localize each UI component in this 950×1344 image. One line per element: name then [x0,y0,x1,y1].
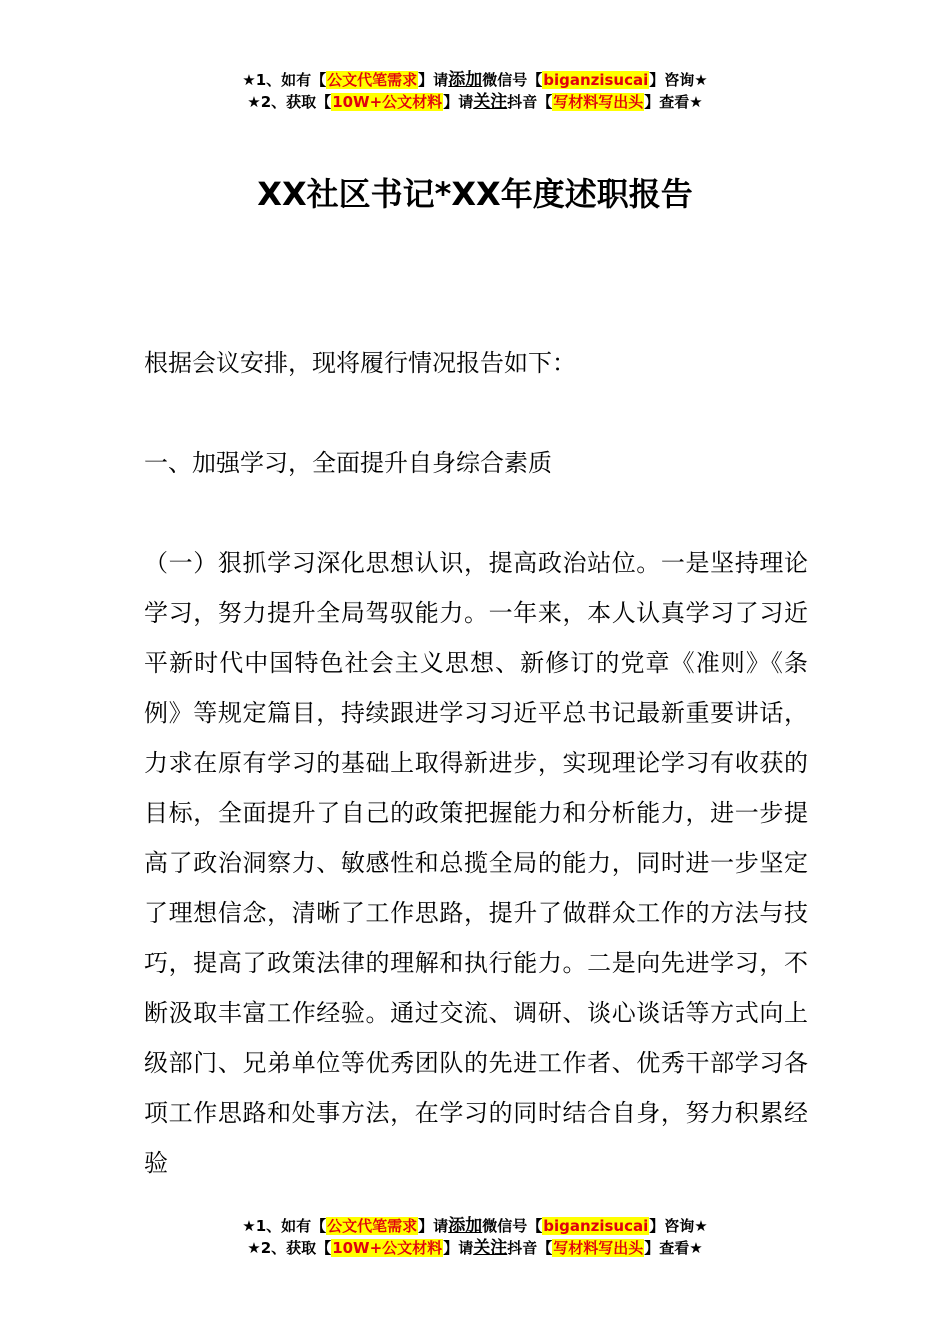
highlight-materials: 10W+公文材料 [332,93,443,111]
banner-line-1: ★1、如有【公文代笔需求】请添加微信号【biganzisucai】咨询★ [242,70,708,90]
banner-line-2: ★2、获取【10W+公文材料】请关注抖音【写材料写出头】查看★ [247,92,703,112]
footer-highlight-wechat-id: biganzisucai [543,1217,649,1235]
footer-emphasis-follow: 关注 [473,1238,508,1258]
highlight-wechat-id: biganzisucai [543,71,649,89]
footer-highlight-douyin-account: 写材料写出头 [553,1239,644,1257]
document-title: XX社区书记*XX年度述职报告 [257,175,693,214]
footer-highlight-materials: 10W+公文材料 [332,1239,443,1257]
header-banner [0,69,950,113]
footer-line-1: ★1、如有【公文代笔需求】请添加微信号【biganzisucai】咨询★ [242,1216,708,1236]
footer-banner [0,1215,950,1259]
highlight-service: 公文代笔需求 [327,71,418,89]
body-paragraph: （一）狠抓学习深化思想认识，提高政治站位。一是坚持理论学习，努力提升全局驾驭能力。一年来，本人认真学习了习近平新时代中国特色社会主义思想、新修订的党章《准则》《条例》等规定篇目，持续跟进学习习近平总书记最新重要讲话，力求在原有学习的基础上取得新进步，实现理论学习有收获的目标，全面提升了自己的政策把握能力和分析能力，进一步提高了政治洞察力、敏感性和总揽全局的能力，同时进一步坚定了理想信念，清晰了工作思路，提升了做群众工作的方法与技巧，提高了政策法律的理解和执行能力。二是向先进学习，不断汲取丰富工作经验。通过交流、调研、谈心谈话等方式向上级部门、兄弟单位等优秀团队的先进工作者、优秀干部学习各项工作思路和处事方法，在学习的同时结合自身，努力积累经验 [144,549,808,1177]
intro-paragraph: 根据会议安排，现将履行情况报告如下： [144,349,576,377]
emphasis-follow: 关注 [473,92,508,112]
highlight-douyin-account: 写材料写出头 [553,93,644,111]
footer-emphasis-add: 添加 [448,1216,483,1236]
footer-line-2: ★2、获取【10W+公文材料】请关注抖音【写材料写出头】查看★ [247,1238,703,1258]
emphasis-add: 添加 [448,70,483,90]
section-heading: 一、加强学习，全面提升自身综合素质 [144,449,552,477]
footer-highlight-service: 公文代笔需求 [327,1217,418,1235]
